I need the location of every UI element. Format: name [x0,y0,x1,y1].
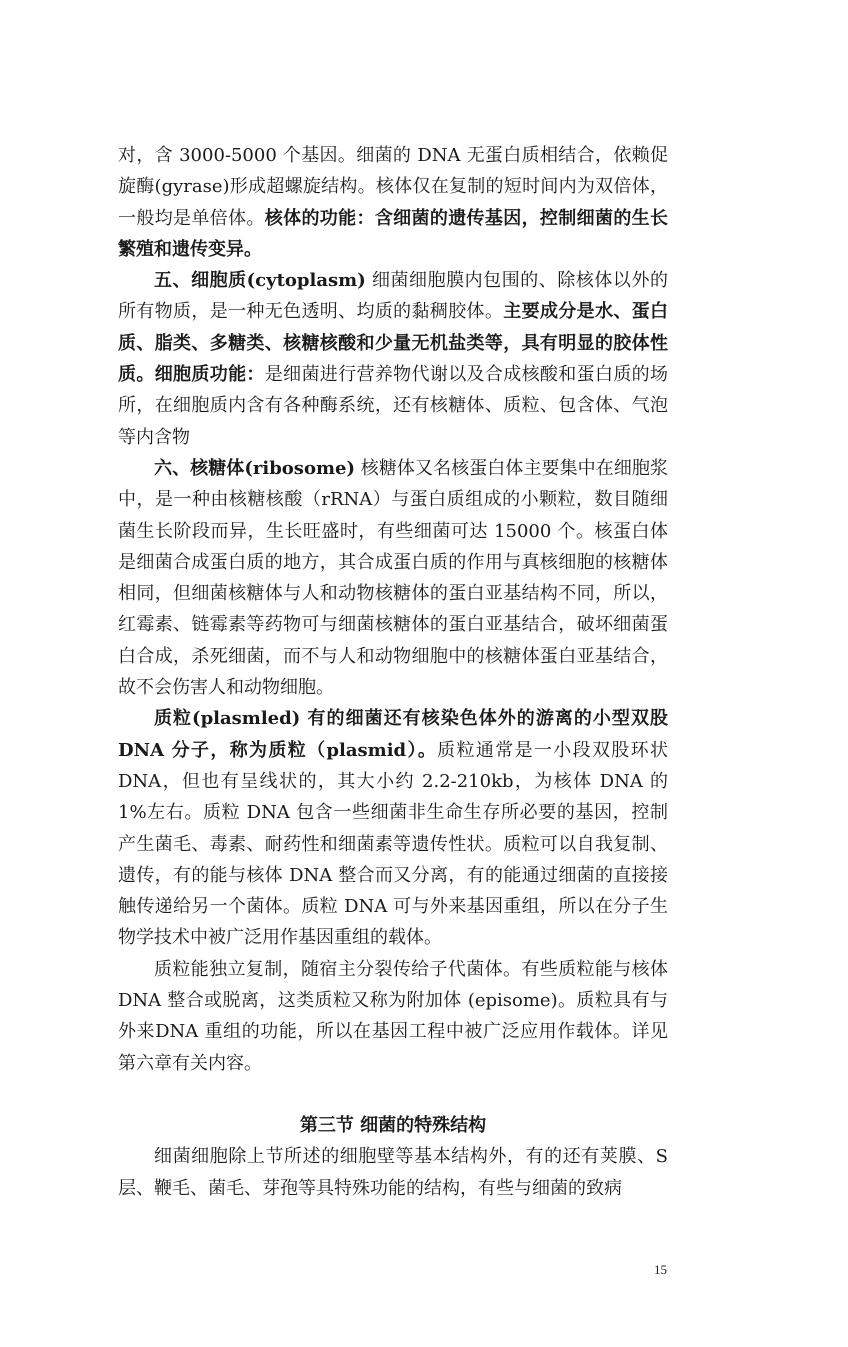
section-gap [118,1079,668,1110]
page-number: 15 [654,1262,667,1277]
closing-paragraph: 细菌细胞除上节所述的细胞壁等基本结构外，有的还有荚膜、S 层、鞭毛、菌毛、芽孢等具特殊功能的结构，有些与细菌的致病 [118,1146,668,1199]
paragraph [118,453,668,703]
text-run: 对，含 3000-5000 个基因。细菌的 DNA 无蛋白质相结合，依赖促旋酶(gyrase)形成超螺旋结构。核体仅在复制的短时间内为双倍体，一般均是单倍体。 [118,145,668,229]
page-body [118,140,668,1204]
text-run: 质粒能独立复制，随宿主分裂传给子代菌体。有些质粒能与核体 DNA 整合或脱离，这类质粒又称为附加体 (episome)。质粒具有与外来DNA 重组的功能，所以在基因工程中被广泛应用作载体。详见第六章有关内容。 [118,958,668,1074]
paragraph [118,954,668,1079]
bold-run: 六、核糖体(ribosome) [154,457,355,479]
body-text [118,140,668,1079]
paragraph [118,703,668,953]
bold-run: 核体的功能：含细菌的遗传基因，控制细菌的生长繁殖和遗传变异。 [118,207,669,260]
paragraph [118,140,668,265]
bold-run: 五、细胞质(cytoplasm) [154,270,366,292]
paragraph [118,265,668,453]
text-run: 质粒通常是一小段双股环状DNA，但也有呈线状的，其大小约 2.2-210kb，为核体 DNA 的 1%左右。质粒 DNA 包含一些细菌非生命生存所必要的基因，控制产生菌毛、毒素、耐药性和细菌素等遗传性状。质粒可以自我复制、遗传，有的能与核体 DNA 整合而又分离，有的能通过细菌的直接接触传递给另一个菌体。质粒 DNA 可与外来基因重组，所以在分子生物学技术中被广泛用作基因重组的载体。 [118,739,669,949]
text-run: 是细菌进行营养物代谢以及合成核酸和蛋白质的场所，在细胞质内含有各种酶系统，还有核糖体、质粒、包含体、气泡等内含物 [118,364,669,448]
bold-run: 主要成分是水、蛋白质、脂类、多糖类、核糖核酸和少量无机盐类等，具有明显的胶体性质。细胞质功能： [118,301,669,386]
bold-run: 质粒(plasmled) 有的细菌还有核染色体外的游离的小型双股 DNA 分子，称为质粒（plasmid）。 [118,708,668,761]
text-run: 细菌细胞膜内包围的、除核体以外的所有物质，是一种无色透明、均质的黏稠胶体。 [118,270,668,323]
text-run: 核糖体又名核蛋白体主要集中在细胞浆中，是一种由核糖核酸（rRNA）与蛋白质组成的小颗粒，数目随细菌生长阶段而异，生长旺盛时，有些细菌可达 15000 个。核蛋白体是细菌合成蛋白质的地方，其合成蛋白质的作用与真核细胞的核糖体相同，但细菌核糖体与人和动物核糖体的蛋白亚基结构不同，所以，红霉素、链霉素等药物可与细菌核糖体的蛋白亚基结合，破坏细菌蛋白合成，杀死细菌，而不与人和动物细胞中的核糖体蛋白亚基结合，故不会伤害人和动物细胞。 [118,457,668,699]
section-title: 第三节 细菌的特殊结构 [299,1114,487,1136]
